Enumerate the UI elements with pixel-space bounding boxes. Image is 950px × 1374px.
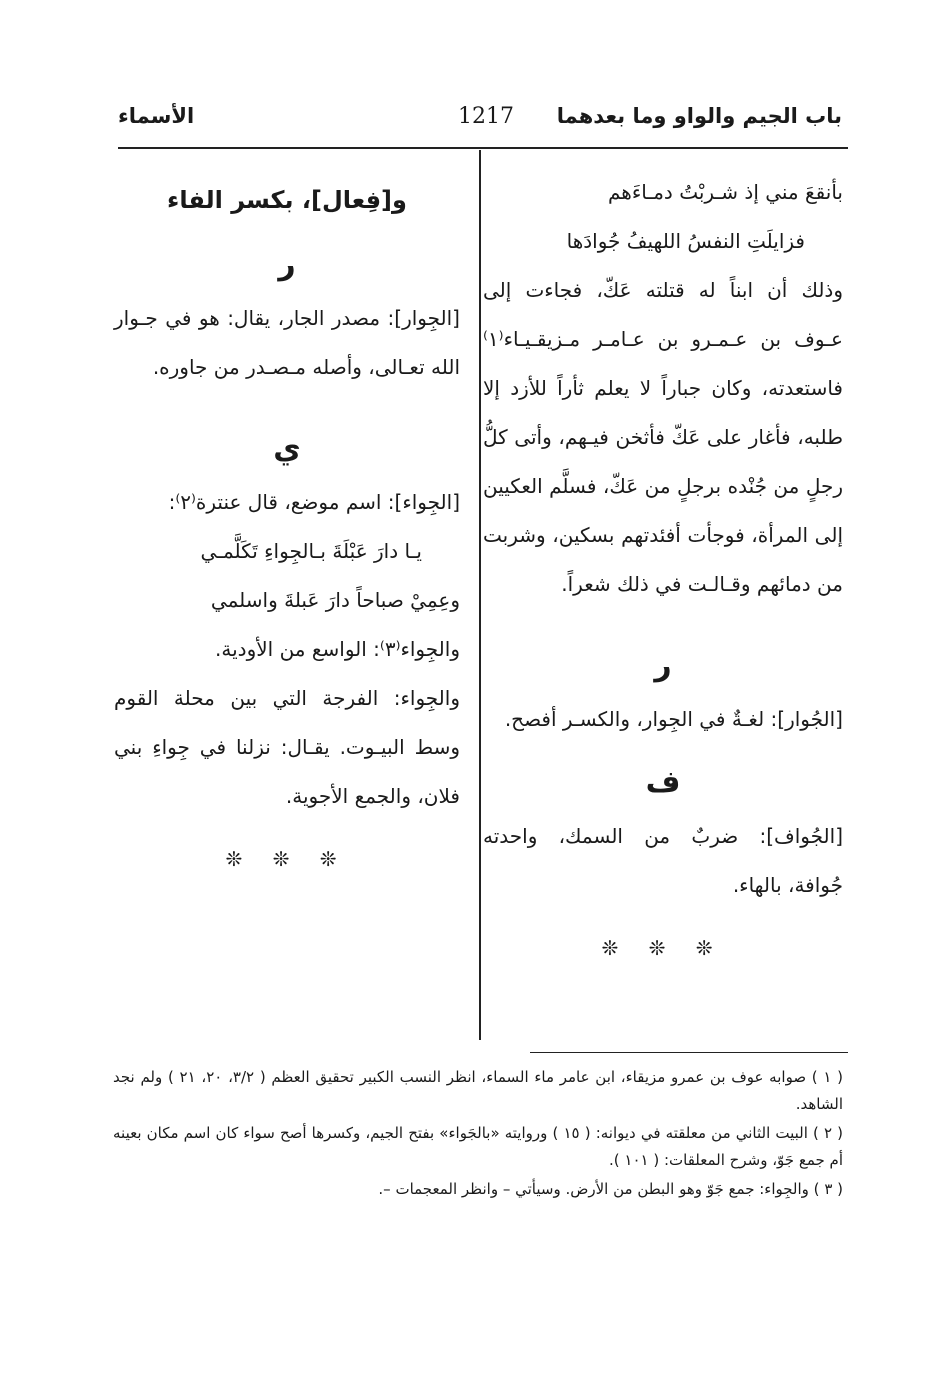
entry-paragraph: [الجِوار]: مصدر الجار، يقال: هو في جـوار الله تعـالى، وأصله مـصـدر من جاوره. <box>114 306 460 379</box>
letter-heading: ر <box>654 648 672 683</box>
entry-paragraph: [الجُواف]: ضربٌ من السمك، واحدته جُوافة، بالهاء. <box>483 824 843 897</box>
entry-paragraph: وذلك أن ابناً له قتلته عَكّ، فجاءت إلى عـوف بن عـمـرو بن عـامـر مـزيقـيـاء⁽١⁾ فاستعدته، وكان جباراً لا يعلم ثأراً للأزد إلا طلبه، فأغار على عَكّ فأثخن فيـهم، وأتى كلُّ رجلٍ من جُنْده برجلٍ من عَكّ، فسلَّم العكيين إلى المرأة، فوجأت أفئدتهم بسكين، وشربت من دمائهم وقـالـت في ذلك شعراً. <box>483 278 843 596</box>
verse-line: وعِمِيْ صباحاً دارَ عَبلةَ واسلمي <box>210 588 460 612</box>
column-divider <box>479 150 481 1040</box>
footnote: ( ١ ) صوابه عوف بن عمرو مزيقاء، ابن عامر ماء السماء، انظر النسب الكبير تحقيق العظم ( ٣/٢، ٢٠، ٢١ ) ولم نجد الشاهد. <box>113 1068 843 1113</box>
footnote-rule <box>530 1052 848 1053</box>
entry-paragraph: [الجِواء]: اسم موضع، قال عنترة⁽٢⁾: <box>168 490 460 514</box>
footnote: ( ٣ ) والجِواء: جمع جَوّ وهو البطن من الأرض. وسيأتي – وانظر المعجمات –. <box>378 1180 843 1198</box>
section-title: و[فِعال]، بكسر الفاء <box>167 186 407 214</box>
entry-paragraph: والجِواء: الفرجة التي بين محلة القوم وسط البيـوت. يقـال: نزلنا في جِواءِ بني فلان، والجمع الأجوية. <box>114 686 460 808</box>
letter-heading: ي <box>273 431 301 466</box>
section-end-ornament: ❊ ❊ ❊ <box>225 847 349 871</box>
page-number: 1217 <box>458 104 514 129</box>
header-rule <box>118 147 848 149</box>
footnote: ( ٢ ) البيت الثاني من معلقته في ديوانه: ( ١٥ ) وروايته «بالجَواء» بفتح الجيم، وكسرها أصح سواء كان اسم مكان بعينه أم جمع جَوّ، وشرح المعلقات: ( ١٠١ ). <box>113 1124 844 1169</box>
footnotes <box>113 1064 843 1205</box>
verse-line: يـا دارَ عَبْلَةَ بـالجِواءِ تَكَلَّمـي <box>200 539 422 563</box>
left-column <box>114 168 460 884</box>
letter-heading: ر <box>278 247 296 282</box>
entry-paragraph: والجِواء⁽٣⁾: الواسع من الأودية. <box>215 637 460 661</box>
verse-line: بأنقعَ مني إذ شـربْتُ دمـاءَهم <box>608 180 843 204</box>
section-end-ornament: ❊ ❊ ❊ <box>601 936 725 960</box>
entry-paragraph: [الجُوار]: لغـةٌ في الجِوار، والكسـر أفصح. <box>504 707 843 731</box>
section-heading: الأسماء <box>118 104 195 128</box>
verse-line: فزايلَتِ النفسُ اللهيفُ جُوادَها <box>566 229 805 253</box>
chapter-heading: باب الجيم والواو وما بعدهما <box>556 104 842 128</box>
right-column <box>483 168 843 973</box>
letter-heading: ف <box>645 765 681 800</box>
